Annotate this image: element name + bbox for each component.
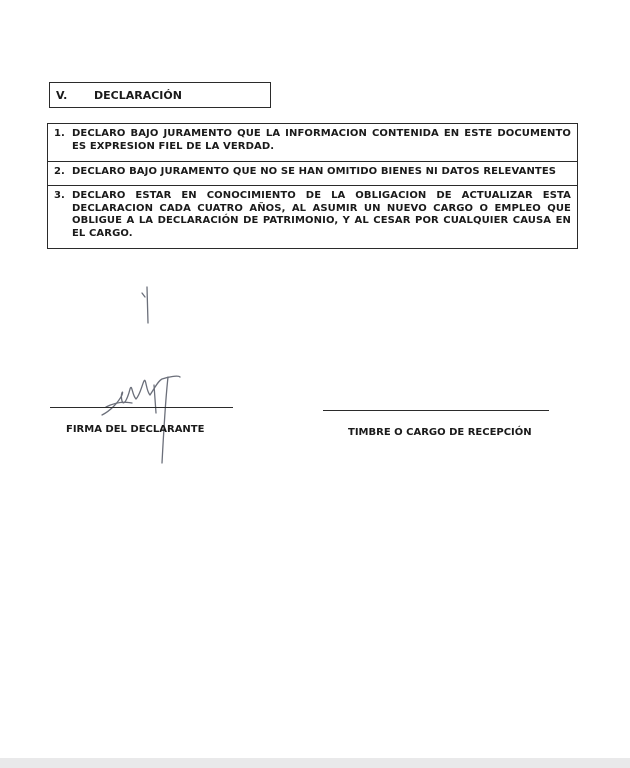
declaration-number: 2. xyxy=(54,166,65,177)
declaration-row xyxy=(48,162,577,186)
declarant-signature-line xyxy=(50,407,233,408)
scan-bottom-edge xyxy=(0,758,630,768)
declarant-signature-label: FIRMA DEL DECLARANTE xyxy=(66,424,205,435)
reception-stamp-label: TIMBRE O CARGO DE RECEPCIÓN xyxy=(348,427,532,438)
handwritten-signature xyxy=(92,285,202,465)
declaration-text: DECLARO BAJO JURAMENTO QUE NO SE HAN OMITIDO BIENES NI DATOS RELEVANTES xyxy=(72,166,557,177)
declaration-number: 3. xyxy=(54,190,65,201)
reception-signature-line xyxy=(323,410,549,411)
declaration-text: DECLARO BAJO JURAMENTO QUE LA INFORMACION CONTENIDA EN ESTE DOCUMENTO ES EXPRESION FIEL DE LA VERDAD. xyxy=(72,128,571,152)
section-title: DECLARACIÓN xyxy=(94,88,182,102)
declaration-table xyxy=(47,123,578,249)
declaration-text: DECLARO ESTAR EN CONOCIMIENTO DE LA OBLIGACION DE ACTUALIZAR ESTA DECLARACION CADA CUATRO AÑOS, AL ASUMIR UN NUEVO CARGO O EMPLEO QUE OBLIGUE A LA DECLARACIÓN DE PATRIMONIO, Y AL CESAR POR CUALQUIER CAUSA EN EL CARGO. xyxy=(72,190,571,239)
declaration-row xyxy=(48,124,577,162)
declaration-number: 1. xyxy=(54,128,65,139)
section-number: V. xyxy=(56,88,68,102)
section-header xyxy=(49,82,271,108)
declaration-row xyxy=(48,186,577,248)
